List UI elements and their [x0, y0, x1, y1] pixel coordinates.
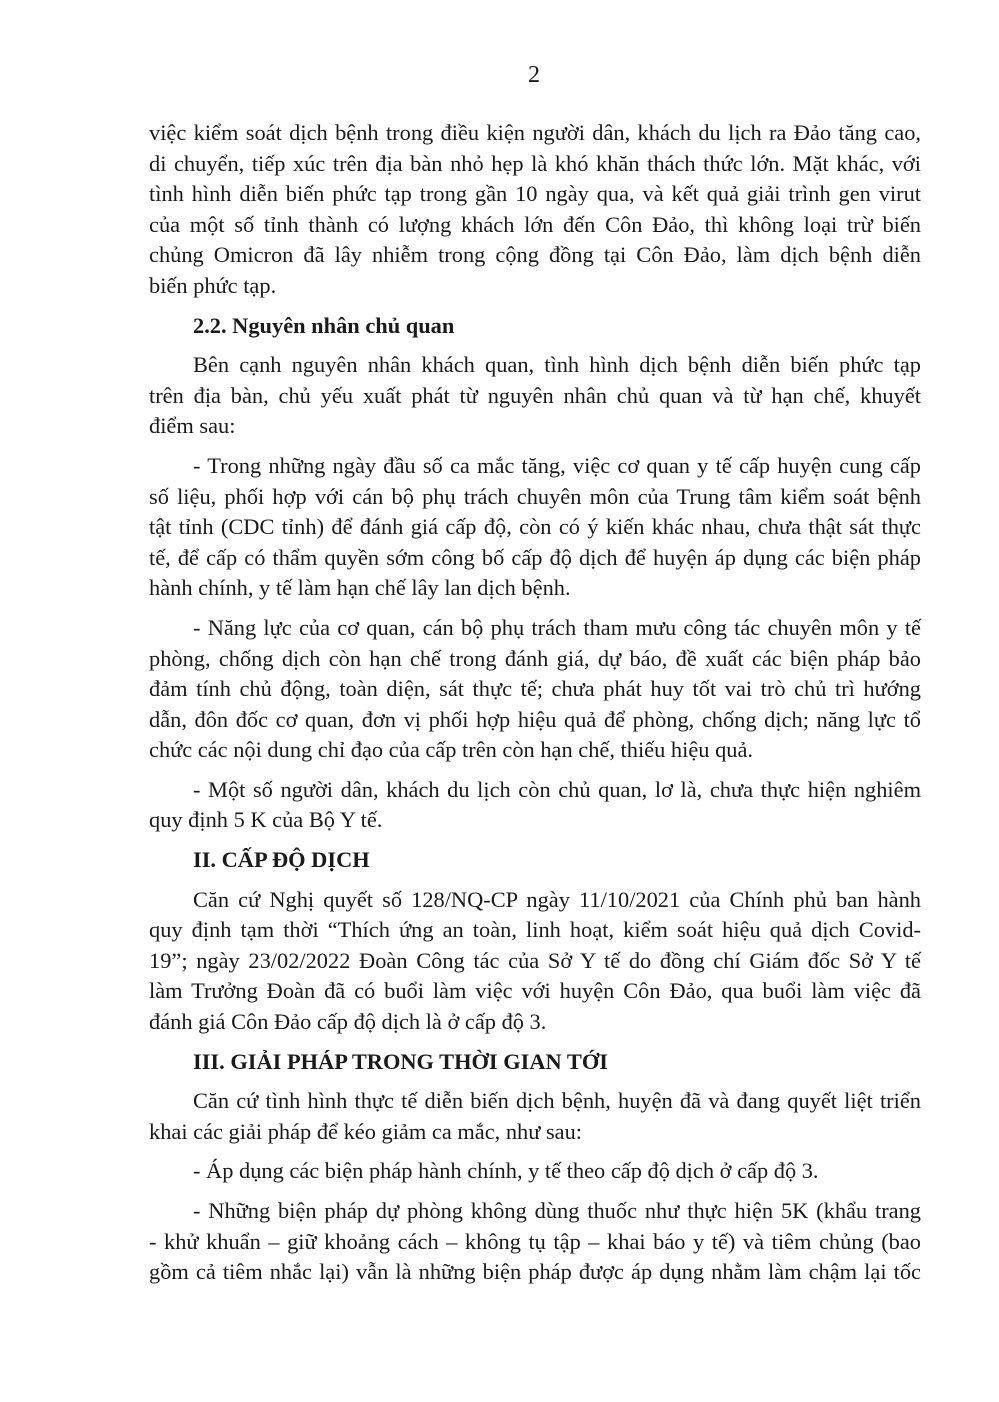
text-line: Căn cứ Nghị quyết số 128/NQ-CP ngày 11/10/2021 của Chính phủ ban hành: [193, 886, 921, 912]
paragraph: [149, 613, 921, 766]
text-line: làm Trưởng Đoàn đã có buổi làm việc với huyện Côn Đảo, qua buổi làm việc đã: [149, 978, 921, 1004]
text-line: Bên cạnh nguyên nhân khách quan, tình hình dịch bệnh diễn biến phức tạp: [193, 352, 921, 378]
text-line: tật tỉnh (CDC tỉnh) để đánh giá cấp độ, còn có ý kiến khác nhau, chưa thật sát thực: [149, 514, 921, 540]
text-line: Căn cứ tình hình thực tế diễn biến dịch bệnh, huyện đã và đang quyết liệt triển: [193, 1088, 921, 1114]
text-line: chức các nội dung chỉ đạo của cấp trên còn hạn chế, thiếu hiệu quả.: [149, 737, 753, 763]
paragraph: [149, 1156, 921, 1187]
text-line: - Năng lực của cơ quan, cán bộ phụ trách tham mưu công tác chuyên môn y tế: [193, 614, 921, 640]
text-line: - Trong những ngày đầu số ca mắc tăng, việc cơ quan y tế cấp huyện cung cấp: [193, 452, 921, 478]
text-line: biến phức tạp.: [149, 272, 277, 298]
paragraph: [149, 451, 921, 604]
text-line: - Những biện pháp dự phòng không dùng thuốc như thực hiện 5K (khẩu trang: [193, 1198, 921, 1223]
text-line: tế, để cấp có thẩm quyền sớm công bố cấp độ dịch để huyện áp dụng các biện pháp: [149, 544, 921, 570]
paragraph: [149, 1086, 921, 1147]
text-line: khai các giải pháp để kéo giảm ca mắc, như sau:: [149, 1118, 583, 1144]
text-line: điểm sau:: [149, 413, 236, 439]
text-line: - Áp dụng các biện pháp hành chính, y tế theo cấp độ dịch ở cấp độ 3.: [193, 1158, 819, 1184]
text-line: trên địa bàn, chủ yếu xuất phát từ nguyên nhân chủ quan và từ hạn chế, khuyết: [149, 382, 921, 408]
text-line: đánh giá Côn Đảo cấp độ dịch là ở cấp độ 3.: [149, 1009, 547, 1035]
text-line: tình hình diễn biến phức tạp trong gần 10 ngày qua, và kết quả giải trình gen virut: [149, 181, 921, 207]
text-line: 19”; ngày 23/02/2022 Đoàn Công tác của Sở Y tế do đồng chí Giám đốc Sở Y tế: [149, 947, 921, 973]
text-line: quy định 5 K của Bộ Y tế.: [149, 807, 383, 833]
text-line: di chuyển, tiếp xúc trên địa bàn nhỏ hẹp là khó khăn thách thức lớn. Mặt khác, với: [149, 150, 921, 176]
section-heading: II. CẤP ĐỘ DỊCH: [193, 847, 370, 873]
page-number: 2: [528, 62, 540, 88]
text-line: gồm cả tiêm nhắc lại) vẫn là những biện pháp được áp dụng nhằm làm chậm lại tốc: [149, 1259, 921, 1285]
paragraph: [149, 1196, 921, 1288]
text-line: chủng Omicron đã lây nhiễm trong cộng đồng tại Côn Đảo, làm dịch bệnh diễn: [149, 242, 921, 268]
paragraph: [149, 118, 921, 302]
text-line: phòng, chống dịch còn hạn chế trong đánh giá, dự báo, đề xuất các biện pháp bảo: [149, 645, 921, 671]
text-line: dẫn, đôn đốc cơ quan, đơn vị phối hợp hiệu quả để phòng, chống dịch; năng lực tổ: [149, 706, 921, 732]
text-line: hành chính, y tế làm hạn chế lây lan dịch bệnh.: [149, 575, 571, 601]
document-body: [149, 118, 921, 1288]
text-line: của một số tỉnh thành có lượng khách lớn đến Côn Đảo, thì không loại trừ biến: [149, 211, 921, 237]
text-line: việc kiểm soát dịch bệnh trong điều kiện người dân, khách du lịch ra Đảo tăng cao,: [149, 120, 921, 145]
text-line: số liệu, phối hợp với cán bộ phụ trách chuyên môn của Trung tâm kiểm soát bệnh: [149, 483, 921, 509]
section-heading: 2.2. Nguyên nhân chủ quan: [193, 312, 455, 338]
section-heading: III. GIẢI PHÁP TRONG THỜI GIAN TỚI: [193, 1048, 608, 1074]
text-line: quy định tạm thời “Thích ứng an toàn, linh hoạt, kiểm soát hiệu quả dịch Covid-: [149, 917, 921, 943]
paragraph: [149, 350, 921, 442]
text-line: đảm tính chủ động, toàn diện, sát thực tế; chưa phát huy tốt vai trò chủ trì hướng: [149, 676, 921, 702]
text-line: - Một số người dân, khách du lịch còn chủ quan, lơ là, chưa thực hiện nghiêm: [193, 776, 921, 802]
paragraph: [149, 885, 921, 1038]
paragraph: [149, 775, 921, 836]
text-line: - khử khuẩn – giữ khoảng cách – không tụ tập – khai báo y tế) và tiêm chủng (bao: [149, 1228, 921, 1254]
